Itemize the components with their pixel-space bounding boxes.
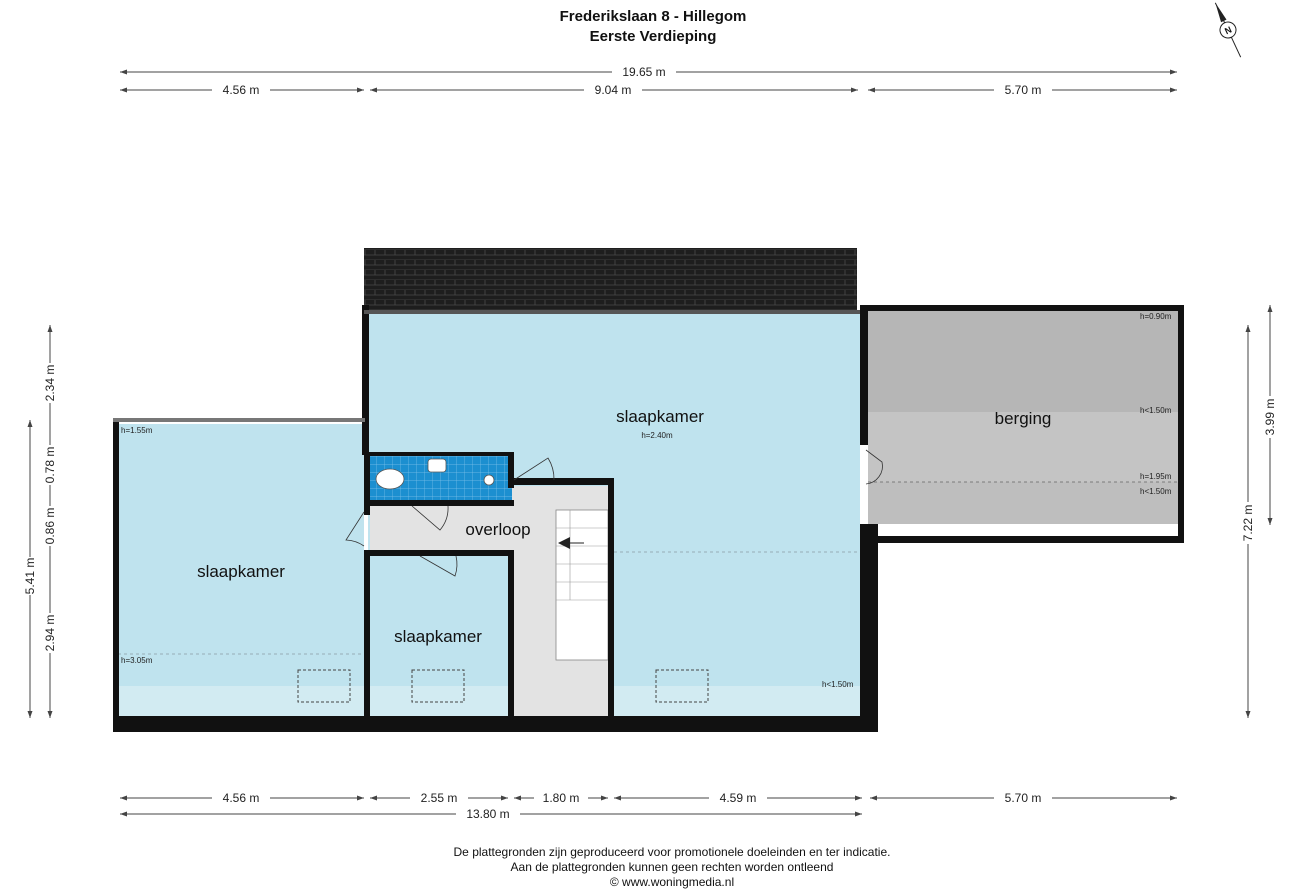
height-berging-1: h=0.90m (1140, 312, 1172, 321)
toilet-icon (376, 469, 404, 489)
compass-label: N (1223, 24, 1234, 37)
dim-bottom-seg2: 2.55 m (420, 791, 458, 805)
staircase (556, 510, 608, 660)
dim-top-seg1: 4.56 m (222, 83, 260, 97)
room-slaapkamer-left-low-zone (118, 686, 364, 716)
footer-copyright: © www.woningmedia.nl (609, 875, 735, 889)
compass-north-icon (1208, 0, 1248, 61)
dim-left-seg4: 2.94 m (43, 614, 57, 652)
dim-bottom-seg4: 4.59 m (719, 791, 757, 805)
left-dimensions (22, 325, 58, 718)
footer-disclaimer-1: De plattegronden zijn geproduceerd voor promotionele doeleinden en ter indicatie. (453, 845, 891, 859)
label-slaapkamer-small: slaapkamer (394, 627, 482, 646)
floor-name: Eerste Verdieping (589, 28, 717, 45)
label-slaapkamer-left: slaapkamer (197, 562, 285, 581)
sink-icon (428, 459, 446, 472)
height-slaapkamer-left-bottom: h=3.05m (121, 656, 153, 665)
height-slaapkamer-main-bottom: h<1.50m (822, 680, 854, 689)
height-berging-4: h<1.50m (1140, 487, 1172, 496)
bottom-dimensions (120, 790, 1177, 821)
right-dimensions (1240, 305, 1278, 718)
height-berging-3: h=1.95m (1140, 472, 1172, 481)
room-berging-low-zone (868, 482, 1178, 524)
dim-left-seg3: 0.86 m (43, 507, 57, 545)
top-dimensions (120, 64, 1177, 97)
footer-disclaimer-2: Aan de plattegronden kunnen geen rechten worden ontleend (510, 860, 834, 874)
dim-top-seg2: 9.04 m (594, 83, 632, 97)
height-berging-2: h<1.50m (1140, 406, 1172, 415)
shower-drain-icon (484, 475, 494, 485)
dim-right-total: 7.22 m (1241, 504, 1255, 542)
dim-left-total: 5.41 m (23, 557, 37, 595)
dim-bottom-total: 13.80 m (466, 807, 510, 821)
dim-right-seg1: 3.99 m (1263, 398, 1277, 436)
dim-bottom-seg5: 5.70 m (1004, 791, 1042, 805)
bathroom (370, 456, 512, 502)
dim-top-total: 19.65 m (622, 65, 666, 79)
height-slaapkamer-main: h=2.40m (641, 431, 673, 440)
dim-bottom-seg3: 1.80 m (542, 791, 580, 805)
label-slaapkamer-main: slaapkamer (616, 407, 704, 426)
dim-bottom-seg1: 4.56 m (222, 791, 260, 805)
plan-title: Frederikslaan 8 - Hillegom (559, 8, 747, 25)
label-overloop: overloop (465, 520, 531, 539)
height-slaapkamer-left-top: h=1.55m (121, 426, 153, 435)
dim-left-seg1: 2.34 m (43, 364, 57, 402)
label-berging: berging (994, 409, 1052, 428)
roof (364, 248, 857, 310)
room-slaapkamer-main-low-zone (614, 686, 860, 716)
dim-top-seg3: 5.70 m (1004, 83, 1042, 97)
dim-left-seg2: 0.78 m (43, 446, 57, 484)
